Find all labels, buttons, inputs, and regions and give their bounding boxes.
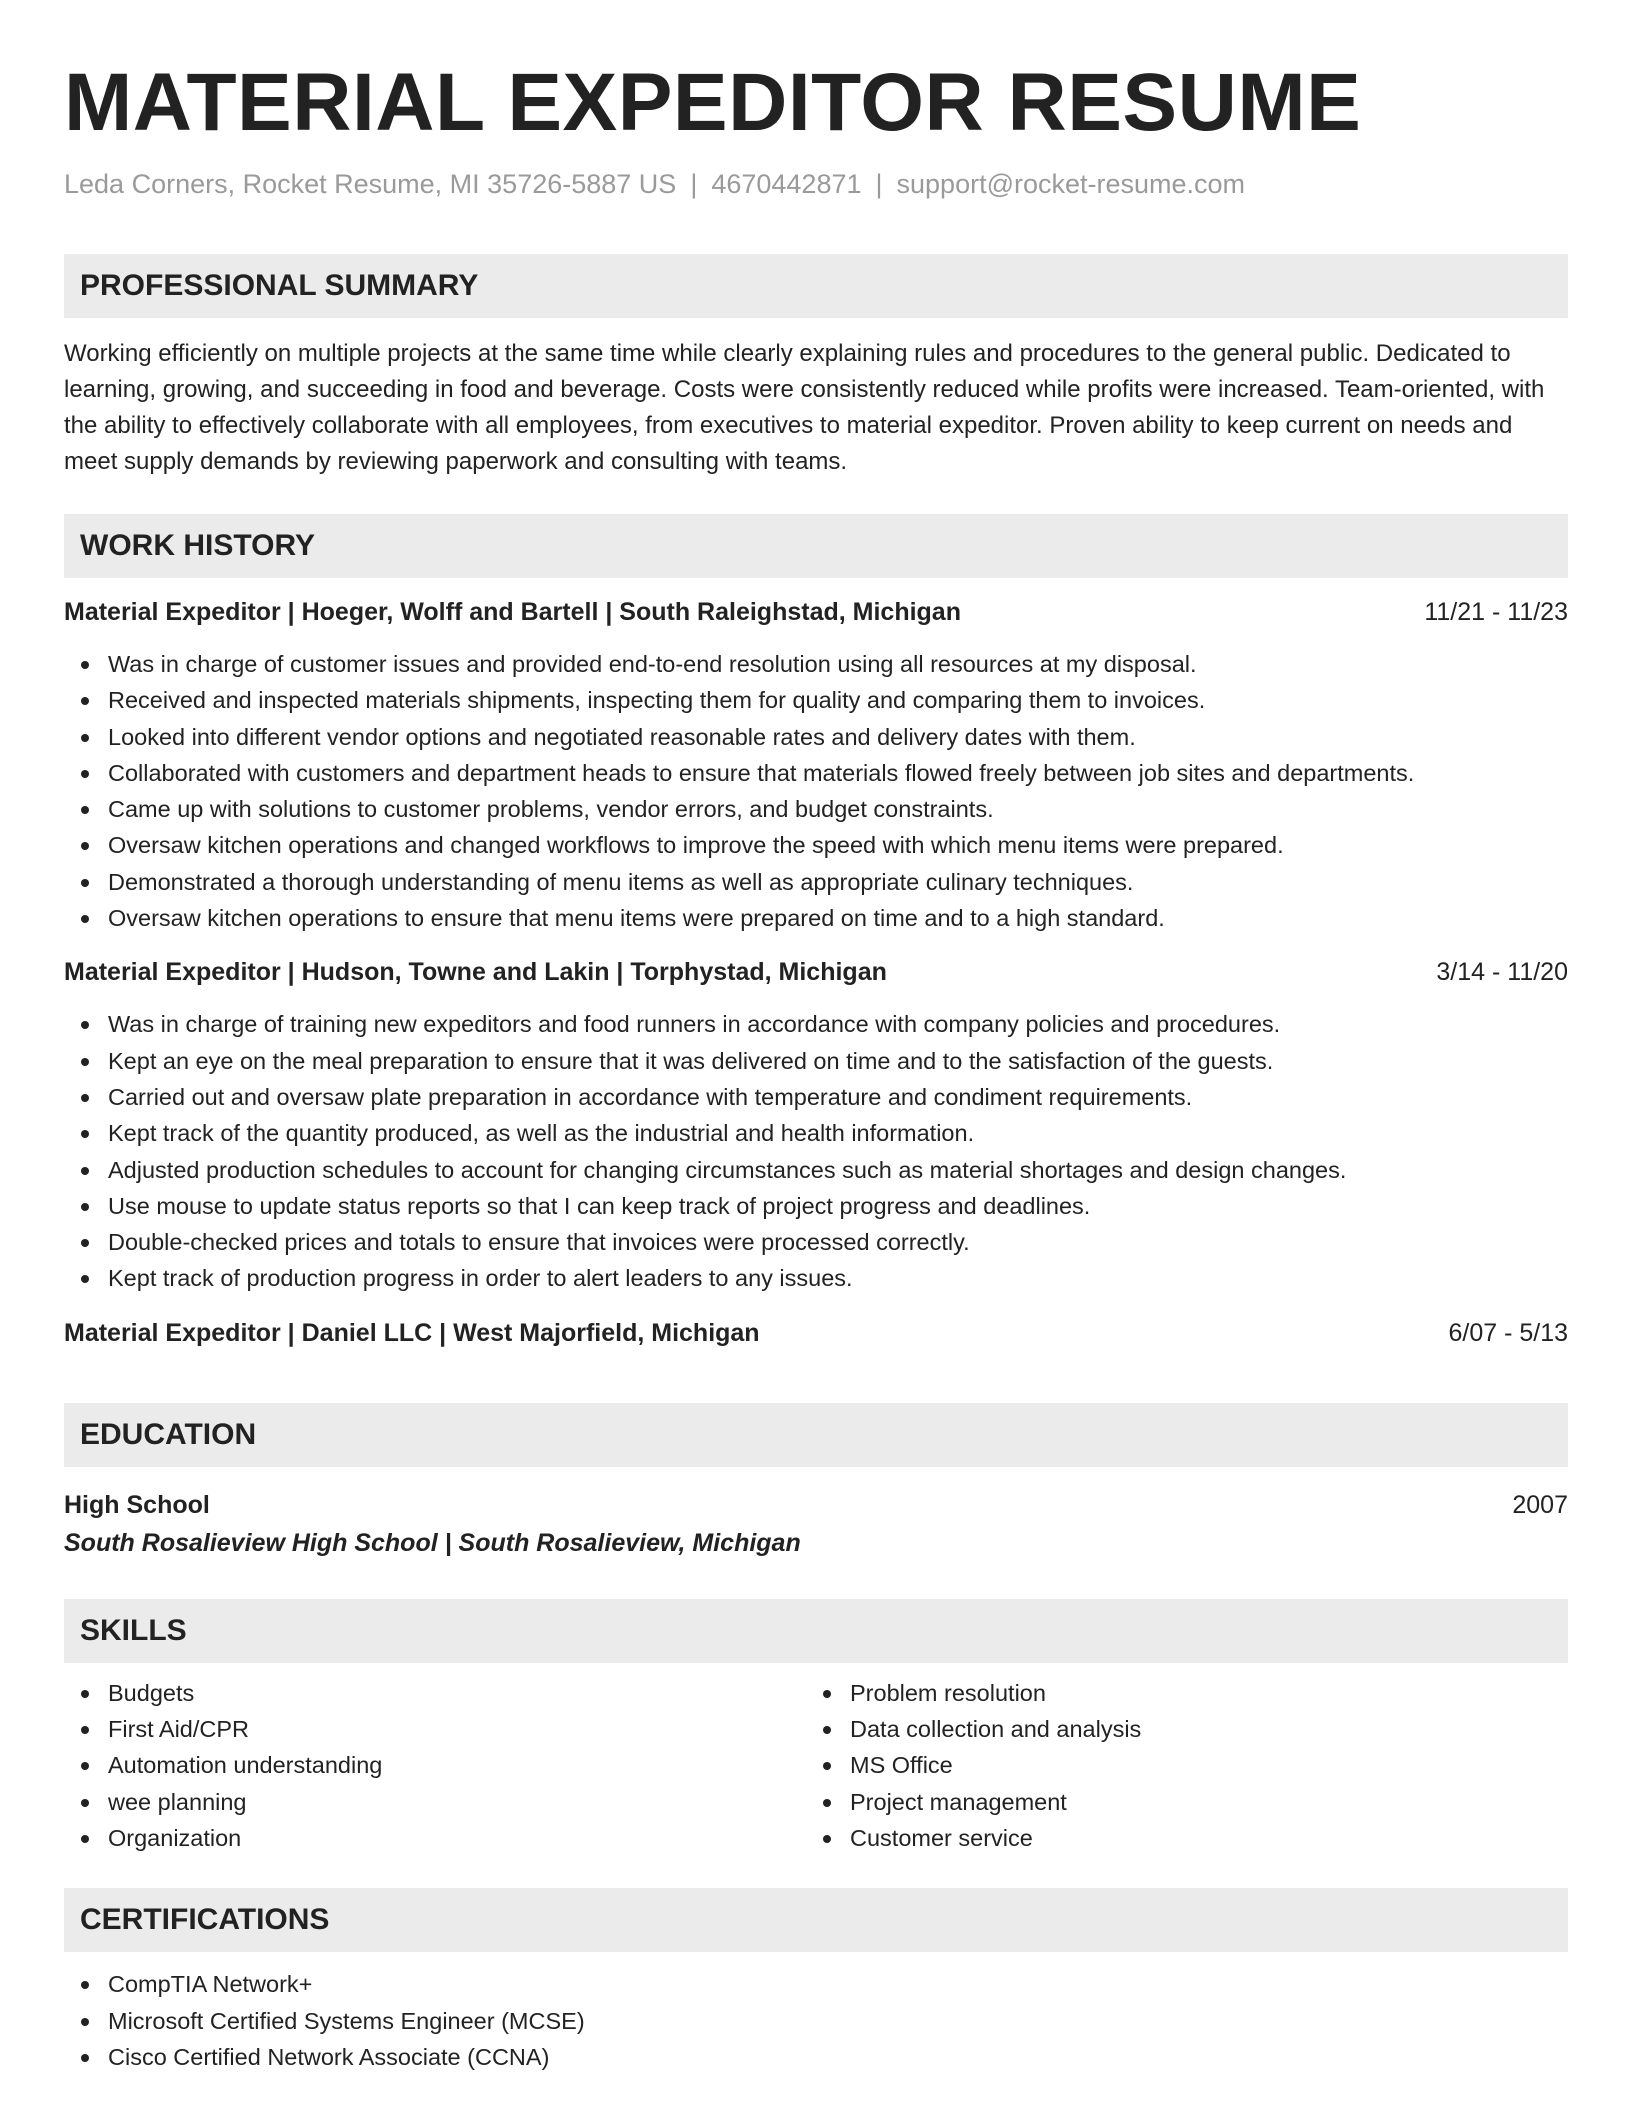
list-item: Looked into different vendor options and negotiated reasonable rates and delivery dates with them. (64, 719, 1568, 755)
list-item: Organization (64, 1820, 806, 1856)
list-item: Project management (806, 1784, 1548, 1820)
skills-list-right (806, 1675, 1548, 1856)
job-duties-list (64, 646, 1568, 936)
job-dates: 11/21 - 11/23 (1424, 598, 1568, 626)
list-item: Kept track of the quantity produced, as well as the industrial and health information. (64, 1115, 1568, 1151)
job-header (64, 954, 1568, 990)
education-header (64, 1487, 1568, 1523)
list-item: Collaborated with customers and department heads to ensure that materials flowed freely between job sites and departments. (64, 755, 1568, 791)
list-item: Came up with solutions to customer problems, vendor errors, and budget constraints. (64, 791, 1568, 827)
list-item: Customer service (806, 1820, 1548, 1856)
list-item: MS Office (806, 1747, 1548, 1783)
certifications-list (64, 1966, 1568, 2075)
certifications-block (64, 1966, 1568, 2075)
job-header (64, 1315, 1568, 1351)
summary-text: Working efficiently on multiple projects at the same time while clearly explaining rules and procedures to the general public. Dedicated to learning, growing, and succeeding in food and beverage. Costs were consistently reduced while profits were increased. Team-oriented, with the ability to effectively collaborate with all employees, from executives to material expeditor. Proven ability to keep current on needs and meet supply demands by reviewing paperwork and consulting with teams. (64, 340, 1545, 475)
resume-title: MATERIAL EXPEDITOR RESUME (64, 57, 1362, 148)
list-item: Was in charge of training new expeditors and food runners in accordance with company policies and procedures. (64, 1006, 1568, 1042)
section-heading-certifications: CERTIFICATIONS (64, 1888, 1568, 1952)
list-item: Oversaw kitchen operations and changed workflows to improve the speed with which menu items were prepared. (64, 827, 1568, 863)
job-duties-list (64, 1006, 1568, 1296)
school-name: South Rosalieview High School | South Rosalieview, Michigan (64, 1528, 801, 1557)
job-dates: 6/07 - 5/13 (1448, 1318, 1568, 1347)
skills-columns (64, 1675, 1568, 1856)
list-item: Budgets (64, 1675, 806, 1711)
section-heading-education: EDUCATION (64, 1403, 1568, 1467)
degree: High School (64, 1490, 210, 1519)
list-item: First Aid/CPR (64, 1711, 806, 1747)
list-item: Use mouse to update status reports so that I can keep track of project progress and deadlines. (64, 1188, 1568, 1224)
list-item: Automation understanding (64, 1747, 806, 1783)
list-item: Double-checked prices and totals to ensure that invoices were processed correctly. (64, 1224, 1568, 1260)
separator: | (690, 169, 698, 199)
phone: 4670442871 (711, 169, 862, 199)
list-item: Microsoft Certified Systems Engineer (MCSE) (64, 2003, 1568, 2039)
list-item: Carried out and oversaw plate preparation in accordance with temperature and condiment requirements. (64, 1079, 1568, 1115)
graduation-year: 2007 (1512, 1490, 1568, 1519)
list-item: Cisco Certified Network Associate (CCNA) (64, 2039, 1568, 2075)
list-item: Adjusted production schedules to account for changing circumstances such as material shortages and design changes. (64, 1152, 1568, 1188)
separator: | (875, 169, 883, 199)
list-item: Kept an eye on the meal preparation to ensure that it was delivered on time and to the satisfaction of the guests. (64, 1043, 1568, 1079)
list-item: Demonstrated a thorough understanding of menu items as well as appropriate culinary techniques. (64, 864, 1568, 900)
contact-line (64, 166, 1568, 202)
resume-page (64, 0, 1568, 2075)
list-item: Problem resolution (806, 1675, 1548, 1711)
email: support@rocket-resume.com (896, 169, 1246, 199)
job-header (64, 594, 1568, 630)
list-item: Data collection and analysis (806, 1711, 1548, 1747)
skills-list-left (64, 1675, 806, 1856)
section-heading-work-history: WORK HISTORY (64, 514, 1568, 578)
job-title: Material Expeditor | Daniel LLC | West Majorfield, Michigan (64, 1318, 760, 1347)
section-heading-summary: PROFESSIONAL SUMMARY (64, 254, 1568, 318)
list-item: wee planning (64, 1784, 806, 1820)
job-dates: 3/14 - 11/20 (1436, 958, 1568, 987)
list-item: Oversaw kitchen operations to ensure that menu items were prepared on time and to a high standard. (64, 900, 1568, 936)
job-title: Material Expeditor | Hudson, Towne and Lakin | Torphystad, Michigan (64, 958, 887, 987)
list-item: Kept track of production progress in order to alert leaders to any issues. (64, 1260, 1568, 1296)
job-title: Material Expeditor | Hoeger, Wolff and Bartell | South Raleighstad, Michigan (64, 598, 961, 626)
list-item: Was in charge of customer issues and provided end-to-end resolution using all resources at my disposal. (64, 646, 1568, 682)
address: Leda Corners, Rocket Resume, MI 35726-5887 US (64, 169, 677, 199)
section-heading-skills: SKILLS (64, 1599, 1568, 1663)
list-item: CompTIA Network+ (64, 1966, 1568, 2002)
list-item: Received and inspected materials shipments, inspecting them for quality and comparing them to invoices. (64, 682, 1568, 718)
